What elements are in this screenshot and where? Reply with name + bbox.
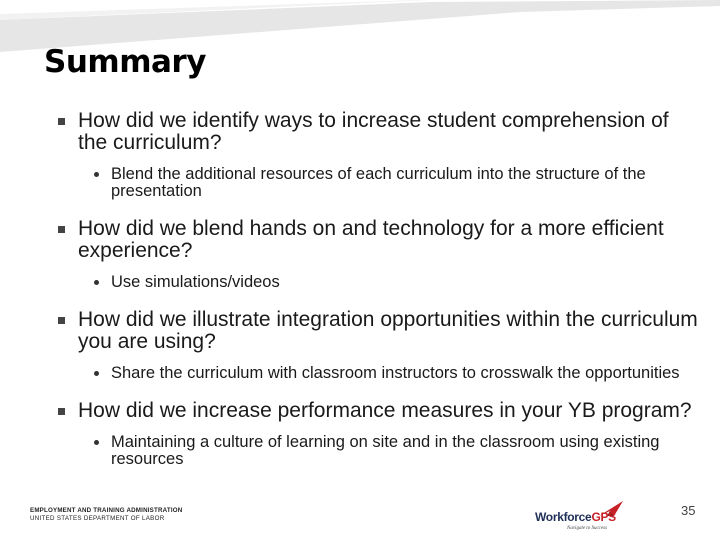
answer-text: Use simulations/videos <box>111 273 280 291</box>
list-item <box>58 309 698 382</box>
round-bullet-icon <box>94 440 99 445</box>
round-bullet-icon <box>94 280 99 285</box>
square-bullet-icon <box>58 118 65 125</box>
answer-text: Share the curriculum with classroom instructors to crosswalk the opportunities <box>111 364 680 382</box>
square-bullet-icon <box>58 317 65 324</box>
question-bullet <box>58 309 698 353</box>
answer-text: Blend the additional resources of each curriculum into the structure of the presentation <box>111 165 646 200</box>
question-bullet <box>58 218 698 262</box>
question-text: How did we illustrate integration opportunities within the curriculum you are using? <box>78 308 698 353</box>
round-bullet-icon <box>94 371 99 376</box>
square-bullet-icon <box>58 408 65 415</box>
answer-bullet <box>88 274 698 291</box>
wordmark-workforce: Workforce <box>535 510 592 524</box>
question-text: How did we increase performance measures in your YB program? <box>78 399 692 422</box>
answer-bullet <box>88 166 698 200</box>
question-text: How did we blend hands on and technology for a more efficient experience? <box>78 217 664 262</box>
slide-footer <box>0 496 720 540</box>
question-text: How did we identify ways to increase student comprehension of the curriculum? <box>78 109 669 154</box>
dol-logo-line1: EMPLOYMENT AND TRAINING ADMINISTRATION <box>30 507 183 514</box>
question-bullet <box>58 110 698 154</box>
dol-logo-line2: UNITED STATES DEPARTMENT OF LABOR <box>30 515 165 522</box>
wordmark-gps: GPS <box>591 510 616 524</box>
workforce-gps-logo <box>535 500 627 534</box>
answer-bullet <box>88 365 698 382</box>
workforce-gps-wordmark <box>535 510 616 524</box>
question-bullet <box>58 400 698 422</box>
round-bullet-icon <box>94 172 99 177</box>
answer-bullet <box>88 434 698 468</box>
list-item <box>58 110 698 200</box>
list-item <box>58 400 698 468</box>
slide-title: Summary <box>44 44 206 80</box>
workforce-gps-tagline: Navigate to Success <box>567 526 607 531</box>
square-bullet-icon <box>58 226 65 233</box>
summary-list <box>58 110 698 486</box>
list-item <box>58 218 698 291</box>
page-number: 35 <box>681 503 696 518</box>
answer-text: Maintaining a culture of learning on site and in the classroom using existing resources <box>111 433 660 468</box>
dol-eta-logo <box>30 507 182 522</box>
